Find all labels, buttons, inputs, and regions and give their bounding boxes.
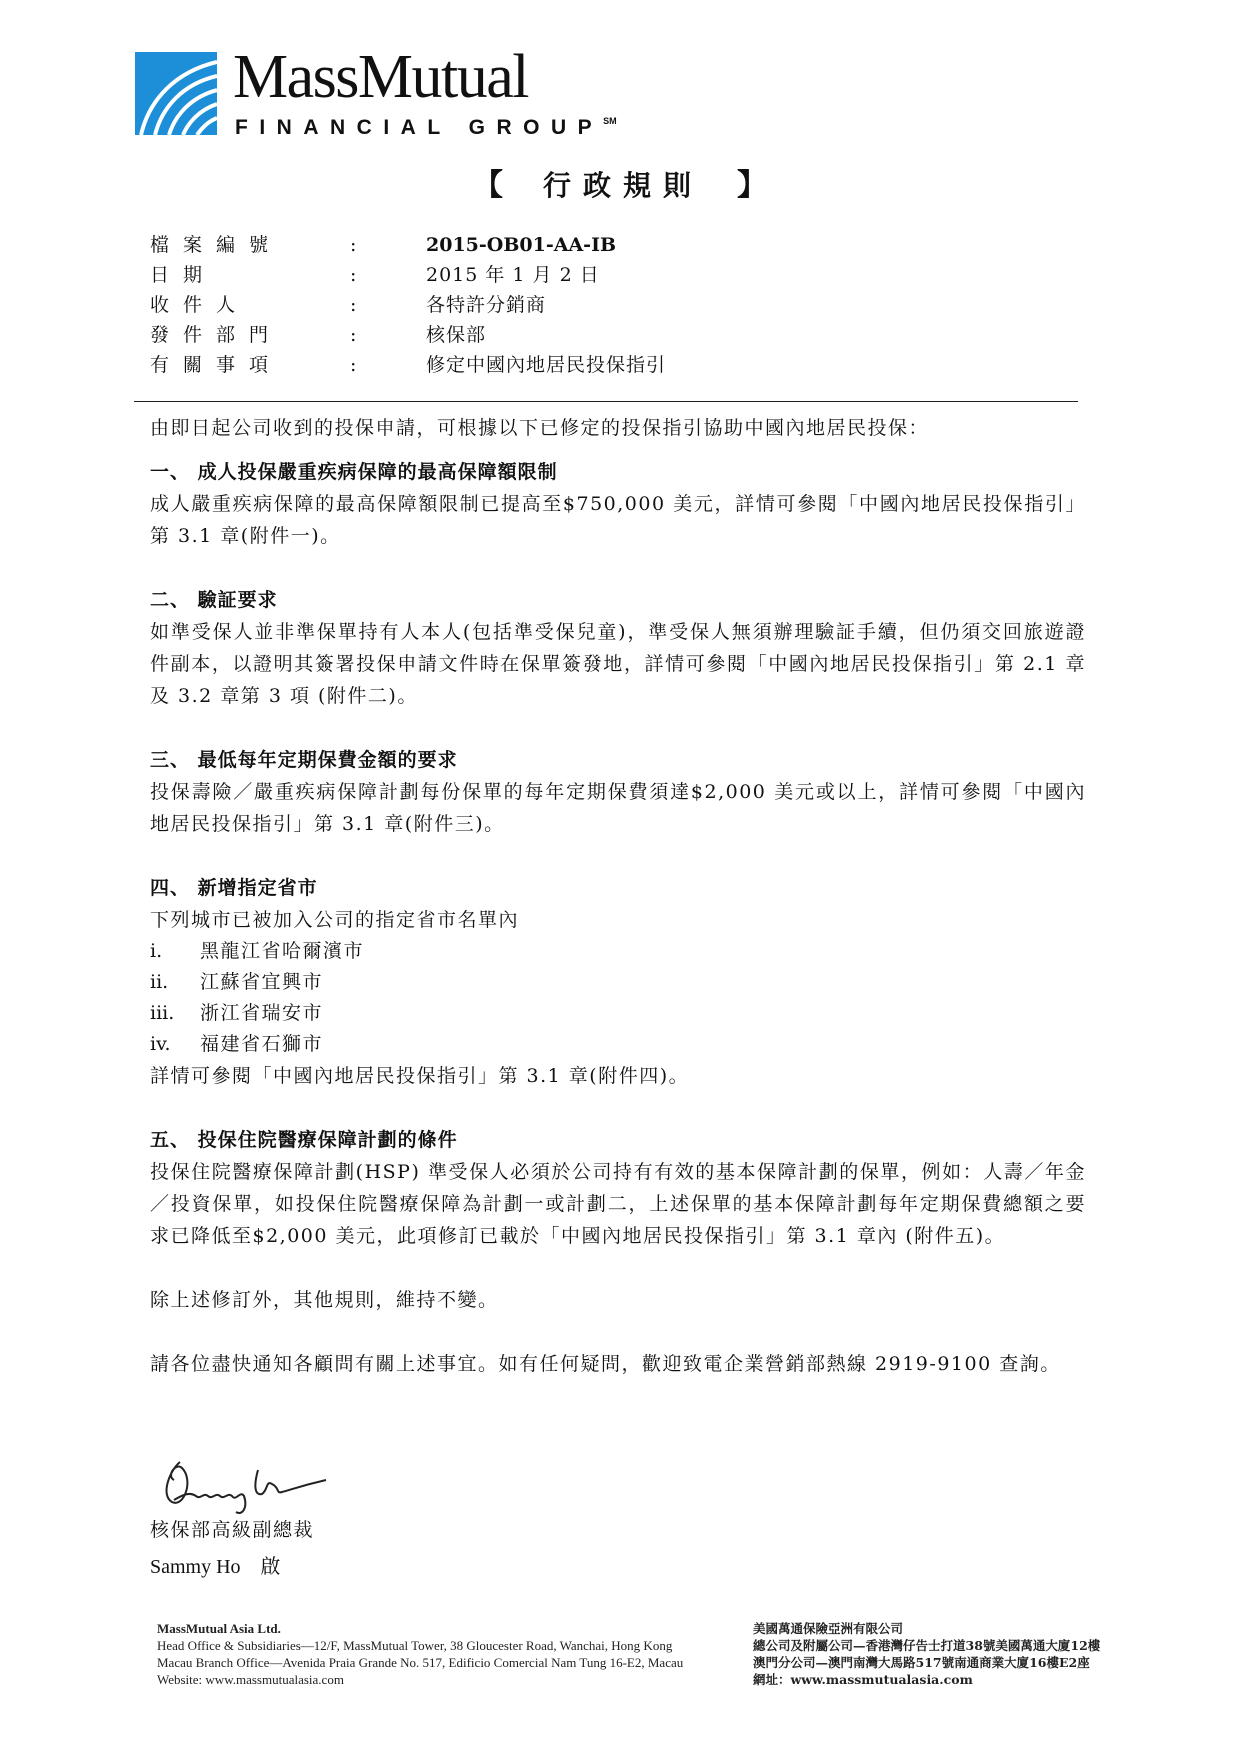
list-item: [150, 998, 1086, 1029]
meta-label: 檔案編號: [150, 234, 283, 256]
list-item: [150, 1029, 1086, 1060]
handwritten-signature: [150, 1450, 350, 1520]
service-mark: SM: [603, 116, 617, 126]
list-number: iv.: [150, 1033, 171, 1055]
document-title: [0, 160, 1240, 204]
meta-colon: :: [350, 264, 357, 286]
list-number: ii.: [150, 971, 169, 993]
list-item: [150, 967, 1086, 998]
list-text: 江蘇省宜興市: [200, 971, 324, 993]
section-intro: 下列城市已被加入公司的指定省市名單內: [150, 909, 520, 931]
intro-paragraph: 由即日起公司收到的投保申請，可根據以下已修定的投保指引協助中國內地居民投保：: [150, 417, 930, 439]
meta-colon: :: [350, 234, 357, 256]
footer-macau-office: Macau Branch Office—Avenida Praia Grande No. 517, Edificio Comercial Nam Tung 16-E2, Macau: [157, 1655, 684, 1670]
massmutual-logo-mark: [135, 52, 217, 135]
list-number: i.: [150, 940, 163, 962]
memo-body: [150, 412, 1086, 1380]
signatory-name: Sammy Ho 啟: [150, 1556, 281, 1578]
meta-label: 日期: [150, 264, 217, 286]
meta-value: 修定中國內地居民投保指引: [426, 354, 667, 376]
meta-colon: :: [350, 294, 357, 316]
meta-colon: :: [350, 354, 357, 376]
meta-label: 發件部門: [150, 324, 283, 346]
section-text: 成人嚴重疾病保障的最高保障額限制已提高至$750,000 美元，詳情可參閱「中國內地居民投保指引」第 3.1 章(附件一)。: [150, 493, 1086, 547]
footer-company-name-zh: 美國萬通保險亞洲有限公司: [753, 1621, 904, 1636]
section-heading: 四、 新增指定省市: [150, 877, 318, 899]
closing-contact: 請各位盡快通知各顧問有關上述事宜。如有任何疑問，歡迎致電企業營銷部熱線 2919-9100 查詢。: [150, 1353, 1061, 1375]
meta-value: 2015-OB01-AA-IB: [426, 234, 617, 256]
footer-chinese: [753, 1620, 1100, 1688]
meta-colon: :: [350, 324, 357, 346]
section-text: 如準受保人並非準保單持有人本人(包括準受保兒童)，準受保人無須辦理驗証手續，但仍須交回旅遊證件副本，以證明其簽署投保申請文件時在保單簽發地，詳情可參閱「中國內地居民投保指引」第 2.1 章及 3.2 章第 3 項 (附件二)。: [150, 621, 1086, 707]
section-text: 投保壽險／嚴重疾病保障計劃每份保單的每年定期保費須達$2,000 美元或以上，詳情可參閱「中國內地居民投保指引」第 3.1 章(附件三)。: [150, 781, 1086, 835]
section-heading: 三、 最低每年定期保費金額的要求: [150, 749, 458, 771]
meta-value: 各特許分銷商: [426, 294, 547, 316]
list-item: [150, 936, 1086, 967]
signatory-title: 核保部高級副總裁: [150, 1519, 315, 1541]
footer-website-zh: 網址：www.massmutualasia.com: [753, 1672, 973, 1687]
meta-value: 核保部: [426, 324, 487, 346]
section-heading: 五、 投保住院醫療保障計劃的條件: [150, 1129, 458, 1151]
footer-website: Website: www.massmutualasia.com: [157, 1672, 344, 1687]
logo-tagline: FINANCIAL GROUP℠: [235, 116, 617, 139]
footer-head-office-zh: 總公司及附屬公司—香港灣仔告士打道38號美國萬通大廈12樓: [753, 1638, 1101, 1653]
title-open-bracket: 【: [472, 168, 503, 203]
list-text: 福建省石獅市: [200, 1033, 324, 1055]
footer-english: [157, 1620, 683, 1688]
closing-remark: 除上述修訂外，其他規則，維持不變。: [150, 1289, 499, 1311]
footer-company-name: MassMutual Asia Ltd.: [157, 1621, 281, 1636]
list-text: 黑龍江省哈爾濱市: [200, 940, 365, 962]
section-heading: 一、 成人投保嚴重疾病保障的最高保障額限制: [150, 461, 558, 483]
title-close-bracket: 】: [737, 168, 767, 203]
meta-label: 收件人: [150, 294, 250, 316]
section-heading: 二、 驗証要求: [150, 589, 278, 611]
section-text: 投保住院醫療保障計劃(HSP) 準受保人必須於公司持有有效的基本保障計劃的保單，例如：人壽／年金／投資保單，如投保住院醫療保障為計劃一或計劃二，上述保單的基本保障計劃每年定期保費總額之要求已降低至$2,000 美元，此項修訂已載於「中國內地居民投保指引」第 3.1 章內 (附件五)。: [150, 1161, 1086, 1247]
meta-value: 2015 年 1 月 2 日: [426, 264, 600, 286]
footer-macau-office-zh: 澳門分公司—澳門南灣大馬路517號南通商業大廈16樓E2座: [753, 1655, 1090, 1670]
section-text: 詳情可參閱「中國內地居民投保指引」第 3.1 章(附件四)。: [150, 1065, 690, 1087]
footer-head-office: Head Office & Subsidiaries—12/F, MassMutual Tower, 38 Gloucester Road, Wanchai, Hong Kong: [157, 1638, 673, 1653]
title-text: 行政規則: [542, 169, 703, 202]
list-number: iii.: [150, 1002, 175, 1024]
meta-label: 有關事項: [150, 354, 283, 376]
header-divider: [134, 401, 1078, 402]
logo-wordmark: MassMutual: [233, 43, 528, 111]
list-text: 浙江省瑞安市: [200, 1002, 324, 1024]
